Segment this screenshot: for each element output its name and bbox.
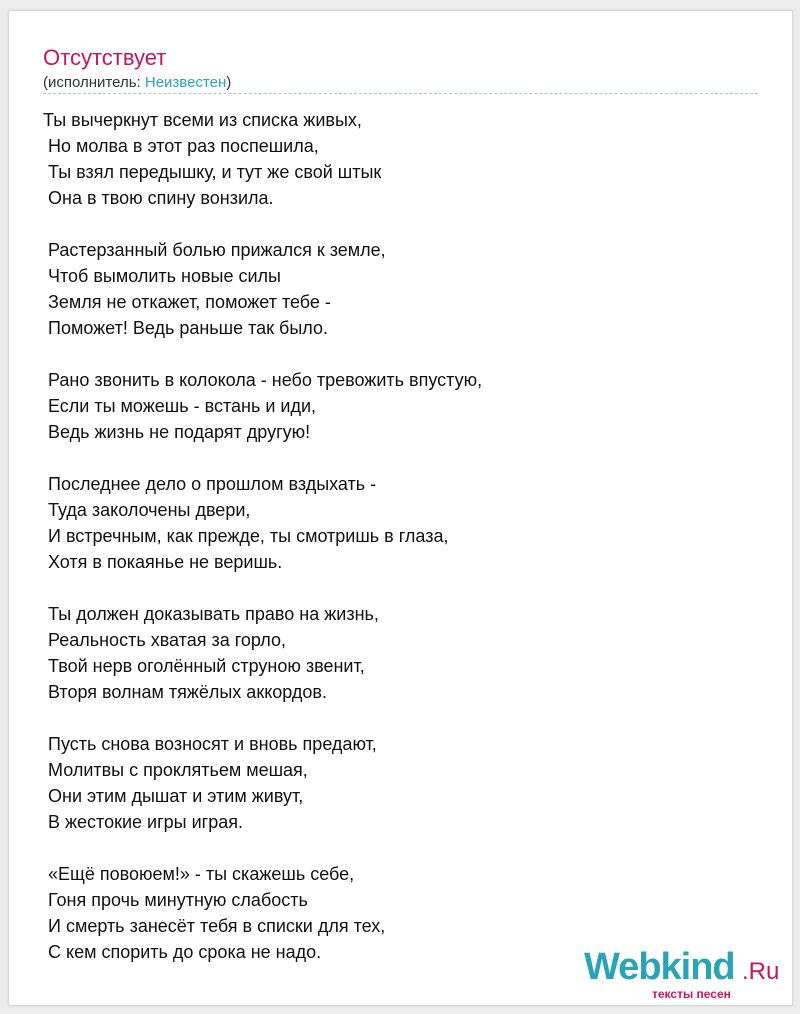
- lyrics-line: Ты взял передышку, и тут же свой штык: [43, 162, 382, 182]
- lyrics-card: [8, 10, 793, 1006]
- lyrics-stanza: [43, 731, 763, 835]
- lyrics-line: Молитвы с проклятьем мешая,: [43, 760, 308, 780]
- lyrics-line: И встречным, как прежде, ты смотришь в глаза,: [43, 526, 449, 546]
- lyrics-line: Пусть снова возносят и вновь предают,: [43, 734, 377, 754]
- lyrics-line: Чтоб вымолить новые силы: [43, 266, 281, 286]
- lyrics-line: Земля не откажет, поможет тебе -: [43, 292, 331, 312]
- logo-wordmark: Webkind: [584, 946, 735, 988]
- lyrics-line: Твой нерв оголённый струною звенит,: [43, 656, 365, 676]
- lyrics-line: Последнее дело о прошлом вздыхать -: [43, 474, 377, 494]
- lyrics-line: Но молва в этот раз поспешила,: [43, 136, 319, 156]
- lyrics-line: Ведь жизнь не подарят другую!: [43, 422, 311, 442]
- lyrics-line: Ты должен доказывать право на жизнь,: [43, 604, 379, 624]
- lyrics-body: [43, 107, 763, 991]
- lyrics-line: «Ещё повоюем!» - ты скажешь себе,: [43, 864, 355, 884]
- lyrics-line: Хотя в покаянье не веришь.: [43, 552, 283, 572]
- lyrics-line: Туда заколочены двери,: [43, 500, 251, 520]
- lyrics-line: Они этим дышат и этим живут,: [43, 786, 304, 806]
- lyrics-line: Вторя волнам тяжёлых аккордов.: [43, 682, 327, 702]
- lyrics-stanza: [43, 237, 763, 341]
- site-logo[interactable]: [584, 946, 794, 1006]
- lyrics-line: Реальность хватая за горло,: [43, 630, 287, 650]
- logo-domain: .Ru: [742, 958, 780, 985]
- lyrics-stanza: [43, 107, 763, 211]
- lyrics-line: И смерть занесёт тебя в списки для тех,: [43, 916, 386, 936]
- title-divider: [43, 93, 758, 94]
- lyrics-line: Гоня прочь минутную слабость: [43, 890, 308, 910]
- artist-link[interactable]: Неизвестен: [144, 74, 227, 91]
- artist-line: [43, 74, 231, 91]
- lyrics-stanza: [43, 601, 763, 705]
- lyrics-line: Ты вычеркнут всеми из списка живых,: [43, 110, 362, 130]
- lyrics-line: Рано звонить в колокола - небо тревожить впустую,: [43, 370, 483, 390]
- artist-prefix: (исполнитель:: [43, 74, 145, 91]
- lyrics-line: Если ты можешь - встань и иди,: [43, 396, 316, 416]
- lyrics-line: Поможет! Ведь раньше так было.: [43, 318, 329, 338]
- song-title: Отсутствует: [43, 45, 167, 70]
- lyrics-line: С кем спорить до срока не надо.: [43, 942, 322, 962]
- lyrics-line: Она в твою спину вонзила.: [43, 188, 274, 208]
- lyrics-stanza: [43, 471, 763, 575]
- lyrics-stanza: [43, 367, 763, 445]
- artist-suffix: ): [226, 74, 232, 91]
- lyrics-line: В жестокие игры играя.: [43, 812, 244, 832]
- logo-tagline: тексты песен: [652, 987, 731, 1001]
- lyrics-line: Растерзанный болью прижался к земле,: [43, 240, 386, 260]
